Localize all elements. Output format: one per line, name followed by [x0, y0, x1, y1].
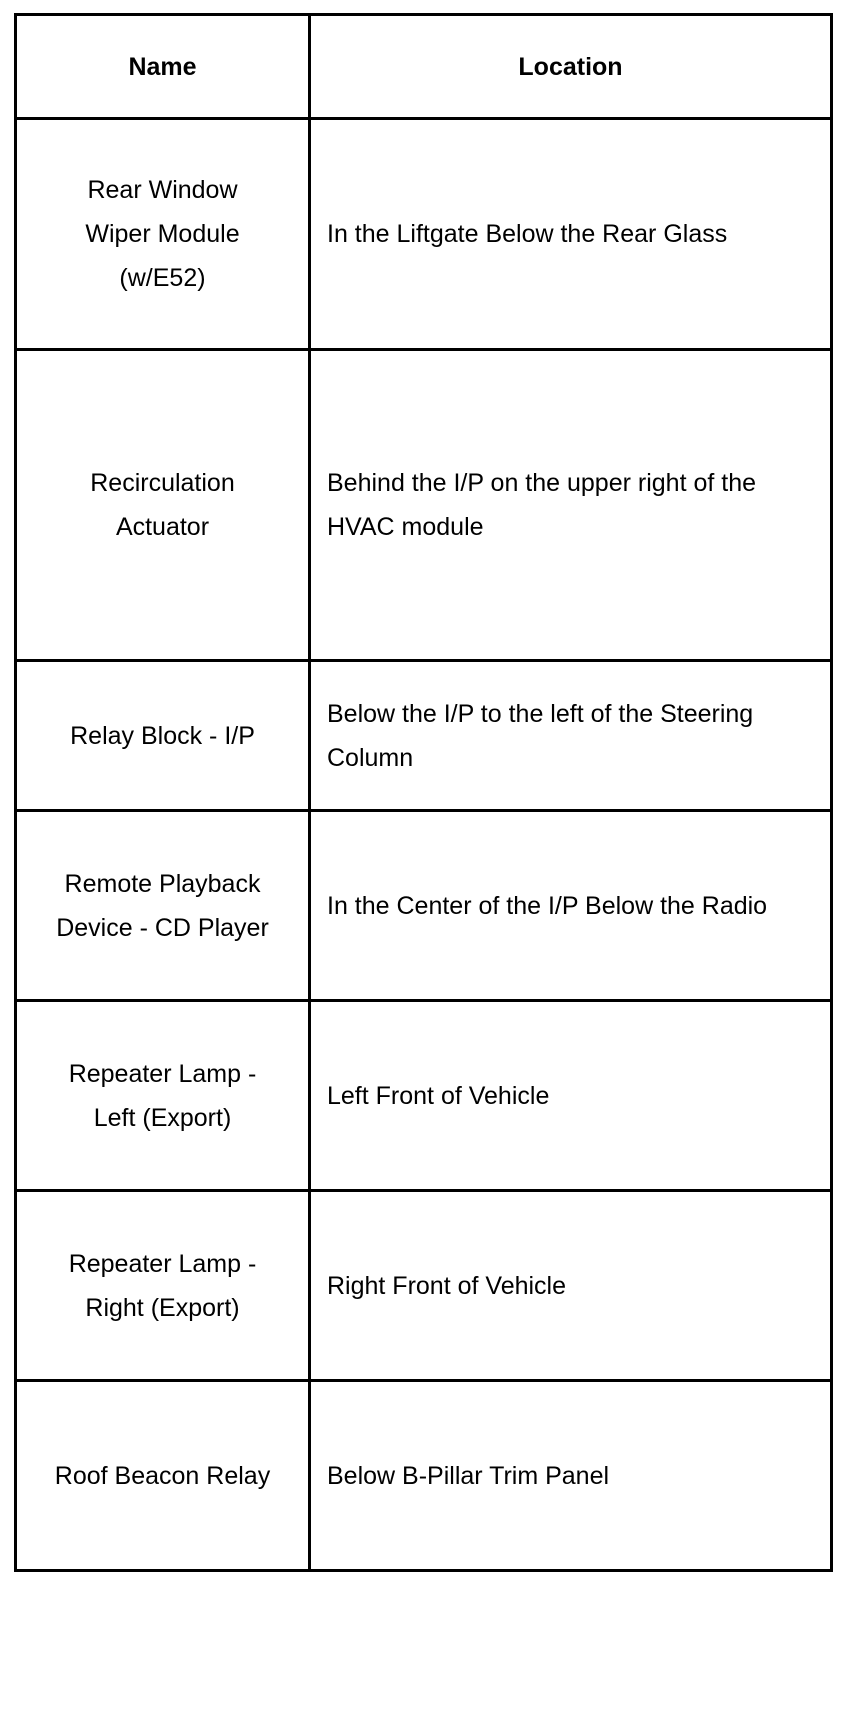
- row-name: Repeater Lamp - Right (Export): [68, 1249, 257, 1322]
- table-row: [16, 1001, 832, 1191]
- row-name: Recirculation Actuator: [90, 469, 235, 541]
- row-location: Right Front of Vehicle: [310, 1191, 832, 1381]
- row-name-cell: [16, 661, 310, 811]
- row-location: Left Front of Vehicle: [310, 1001, 832, 1191]
- header-location: Location: [310, 15, 832, 119]
- table-row: [16, 1381, 832, 1571]
- row-location: Below the I/P to the left of the Steering Column: [310, 661, 832, 811]
- row-name: Rear Window Wiper Module (w/E52): [85, 176, 240, 292]
- table-row: [16, 119, 832, 350]
- row-location: In the Center of the I/P Below the Radio: [310, 811, 832, 1001]
- row-name-cell: [16, 119, 310, 350]
- row-location: In the Liftgate Below the Rear Glass: [310, 119, 832, 350]
- row-name-cell: [16, 1381, 310, 1571]
- component-location-table: [14, 13, 833, 1572]
- row-name: Repeater Lamp - Left (Export): [68, 1059, 257, 1132]
- table-header-row: [16, 15, 832, 119]
- table-row: [16, 1191, 832, 1381]
- row-name: Remote Playback Device - CD Player: [56, 869, 269, 942]
- row-name-cell: [16, 350, 310, 661]
- row-name: Relay Block - I/P: [70, 721, 255, 750]
- row-name-cell: [16, 1001, 310, 1191]
- table-row: [16, 350, 832, 661]
- row-name-cell: [16, 1191, 310, 1381]
- table-row: [16, 661, 832, 811]
- table-row: [16, 811, 832, 1001]
- row-location: Behind the I/P on the upper right of the HVAC module: [310, 350, 832, 661]
- row-name: Roof Beacon Relay: [54, 1461, 271, 1490]
- row-location: Below B-Pillar Trim Panel: [310, 1381, 832, 1571]
- row-name-cell: [16, 811, 310, 1001]
- header-name: Name: [16, 15, 310, 119]
